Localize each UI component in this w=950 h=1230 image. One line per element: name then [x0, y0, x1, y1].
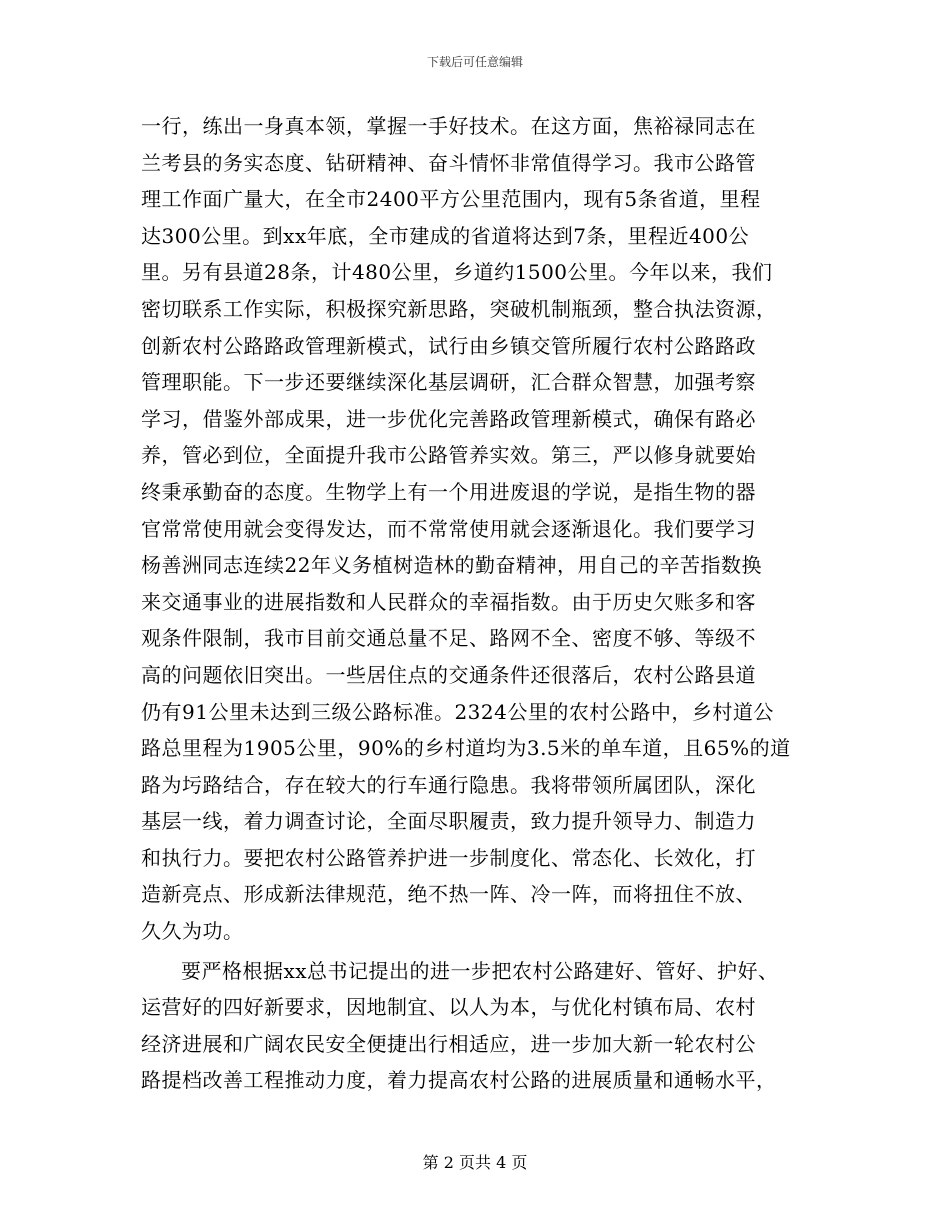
text-line: 久久为功。: [141, 919, 244, 944]
text-line: 理工作面广量大，在全市2400平方公里范围内，现有5条省道，里程: [141, 187, 761, 212]
text-line: 高的问题依旧突出。一些居住点的交通条件还很落后，农村公路县道: [141, 662, 756, 687]
document-body: [141, 108, 811, 1099]
paragraph-2: [141, 953, 811, 1099]
text-line: 和执行力。要把农村公路管养护进一步制度化、常态化、长效化，打: [141, 845, 756, 870]
text-line: 达300公里。到xx年底，全市建成的省道将达到7条，里程近400公: [141, 223, 750, 248]
text-line: 经济进展和广阔农民安全便捷出行相适应，进一步加大新一轮农村公: [141, 1031, 756, 1056]
page-header: 下载后可任意编辑: [426, 55, 523, 69]
text-line: 创新农村公路路政管理新模式，试行由乡镇交管所履行农村公路路政: [141, 333, 756, 358]
text-line: 兰考县的务实态度、钻研精神、奋斗情怀非常值得学习。我市公路管: [141, 150, 756, 175]
text-line: 基层一线，着力调查讨论，全面尽职履责，致力提升领导力、制造力: [141, 809, 756, 834]
text-line: 杨善洲同志连续22年义务植树造林的勤奋精神，用自己的辛苦指数换: [141, 553, 762, 578]
text-line: 终秉承勤奋的态度。生物学上有一个用进废退的学说，是指生物的器: [141, 479, 756, 504]
text-line: 观条件限制，我市目前交通总量不足、路网不全、密度不够、等级不: [141, 626, 756, 651]
text-line: 里。另有县道28条，计480公里，乡道约1500公里。今年以来，我们: [141, 260, 773, 285]
text-line: 管理职能。下一步还要继续深化基层调研，汇合群众智慧，加强考察: [141, 370, 756, 395]
text-line: 来交通事业的进展指数和人民群众的幸福指数。由于历史欠账多和客: [141, 589, 756, 614]
text-line: 造新亮点、形成新法律规范，绝不热一阵、冷一阵，而将扭住不放、: [141, 882, 756, 907]
text-line: 官常常使用就会变得发达，而不常常使用就会逐渐退化。我们要学习: [141, 516, 756, 541]
paragraph-1: [141, 108, 811, 950]
text-line: 仍有91公里未达到三级公路标准。2324公里的农村公路中，乡村道公: [141, 699, 774, 724]
text-line: 路为圬路结合，存在较大的行车通行隐患。我将带领所属团队，深化: [141, 772, 756, 797]
text-line: 学习，借鉴外部成果，进一步优化完善路政管理新模式，确保有路必: [141, 406, 756, 431]
text-line: 路总里程为1905公里，90%的乡村道均为3.5米的单车道，且65%的道: [141, 736, 791, 761]
text-line: 一行，练出一身真本领，掌握一手好技术。在这方面，焦裕禄同志在: [141, 114, 756, 138]
page-number-footer: 第 2 页共 4 页: [422, 1153, 528, 1172]
text-line: 密切联系工作实际，积极探究新思路，突破机制瓶颈，整合执法资源，: [141, 296, 777, 321]
text-line: 运营好的四好新要求，因地制宜、以人为本，与优化村镇布局、农村: [141, 995, 756, 1020]
text-line: 养，管必到位，全面提升我市公路管养实效。第三，严以修身就要始: [141, 443, 756, 468]
text-line: 路提档改善工程推动力度，着力提高农村公路的进展质量和通畅水平，: [141, 1068, 777, 1093]
text-line: 要严格根据xx总书记提出的进一步把农村公路建好、管好、护好、: [181, 958, 779, 983]
